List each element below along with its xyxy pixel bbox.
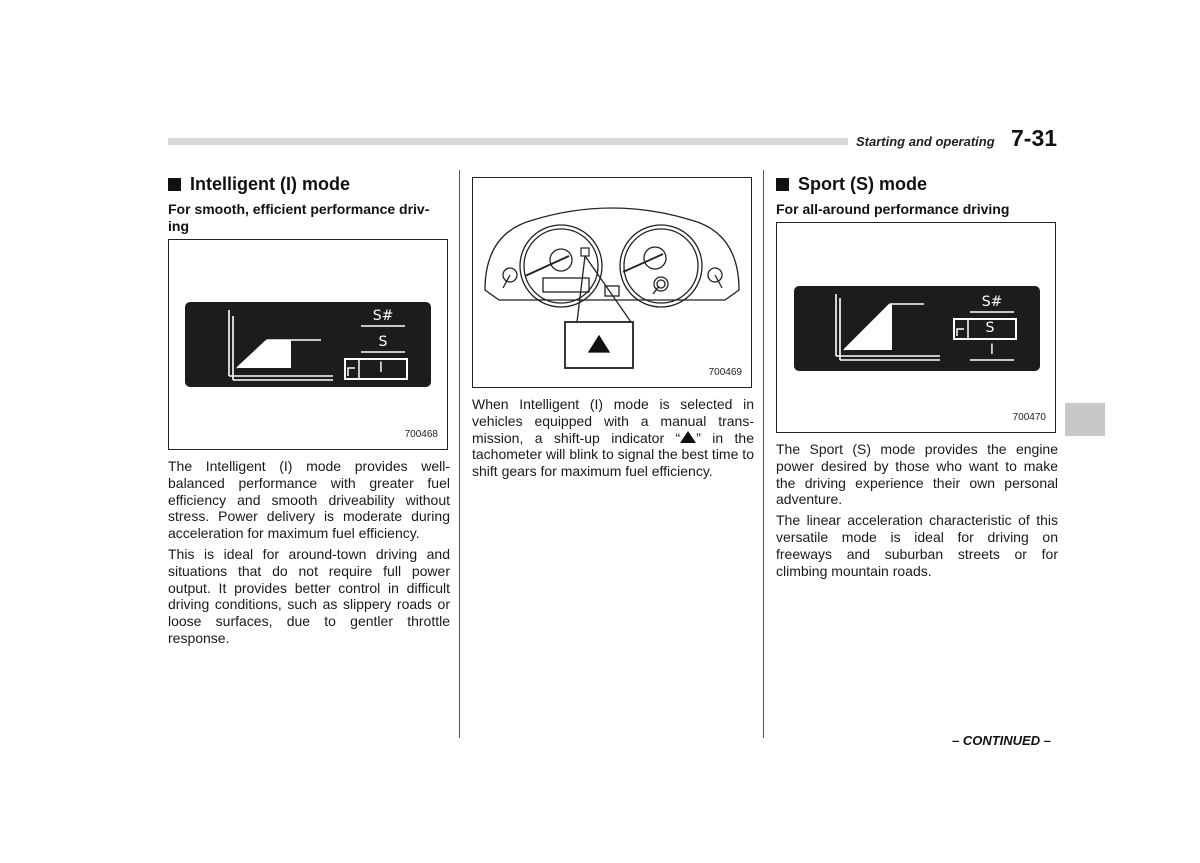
column-divider <box>763 170 764 738</box>
shift-up-indicator-icon <box>680 431 696 443</box>
square-bullet-icon <box>776 178 789 191</box>
figure-sport-mode <box>776 222 1056 433</box>
mode-label-s-selected: S <box>985 320 995 336</box>
mode-label-s-sharp: S# <box>981 294 1003 310</box>
subheading-line: For smooth, efficient performance driv- <box>168 201 430 217</box>
paragraph <box>472 396 754 480</box>
mode-label-i: I <box>989 342 995 358</box>
subheading-line: ing <box>168 218 189 234</box>
right-column <box>776 172 1058 583</box>
section-heading <box>168 174 450 195</box>
figure-gauge-cluster <box>472 177 752 388</box>
continued-label: – CONTINUED – <box>952 733 1051 748</box>
figure-intelligent-mode <box>168 239 448 450</box>
column-divider <box>459 170 460 738</box>
left-column <box>168 172 450 651</box>
middle-column <box>472 177 754 484</box>
figure-code: 700470 <box>1012 412 1046 423</box>
paragraph: The Sport (S) mode provides the engine power desired by those who want to make the driving experience their own personal adventure. <box>776 441 1058 508</box>
paragraph-text: When Intelligent (I) mode is selected in vehicles equipped with a manual trans-mission, a shift-up indicator “ <box>472 396 754 446</box>
paragraph: This is ideal for around-town driving and situations that do not require full power output. It provides better control in difficult driving conditions, such as slippery roads or loose surfaces, due to gentler throttle response. <box>168 545 450 646</box>
mode-display-panel <box>794 286 1040 371</box>
mode-label-s-sharp: S# <box>372 308 394 324</box>
heading-text: Intelligent (I) mode <box>190 174 350 194</box>
header-rule <box>168 138 848 145</box>
section-title: Starting and operating <box>856 134 995 149</box>
paragraph: The linear acceleration characteristic of this versatile mode is ideal for driving on freeways and suburban streets or for climbing mountain roads. <box>776 512 1058 579</box>
instrument-cluster-graphic <box>473 178 751 387</box>
heading-text: Sport (S) mode <box>798 174 927 194</box>
page-number: 7-31 <box>1011 125 1058 151</box>
subheading <box>168 201 450 235</box>
paragraph: The Intelligent (I) mode provides well-balanced performance with greater fuel efficiency and smooth driveability without stress. Power delivery is moderate during acceleration for maximum fuel efficiency. <box>168 458 450 542</box>
figure-code: 700468 <box>404 429 438 440</box>
mode-label-s: S <box>378 334 388 350</box>
section-heading <box>776 174 1058 195</box>
figure-code: 700469 <box>708 367 742 378</box>
paragraph-text: ” in the tachometer will blink to signal the best time to shift gears for maximum fuel efficiency. <box>472 429 754 480</box>
square-bullet-icon <box>168 178 181 191</box>
mode-display-panel <box>185 302 431 387</box>
subheading: For all-around performance driving <box>776 201 1010 217</box>
mode-label-i-selected: I <box>378 360 384 376</box>
chapter-tab <box>1065 403 1105 436</box>
